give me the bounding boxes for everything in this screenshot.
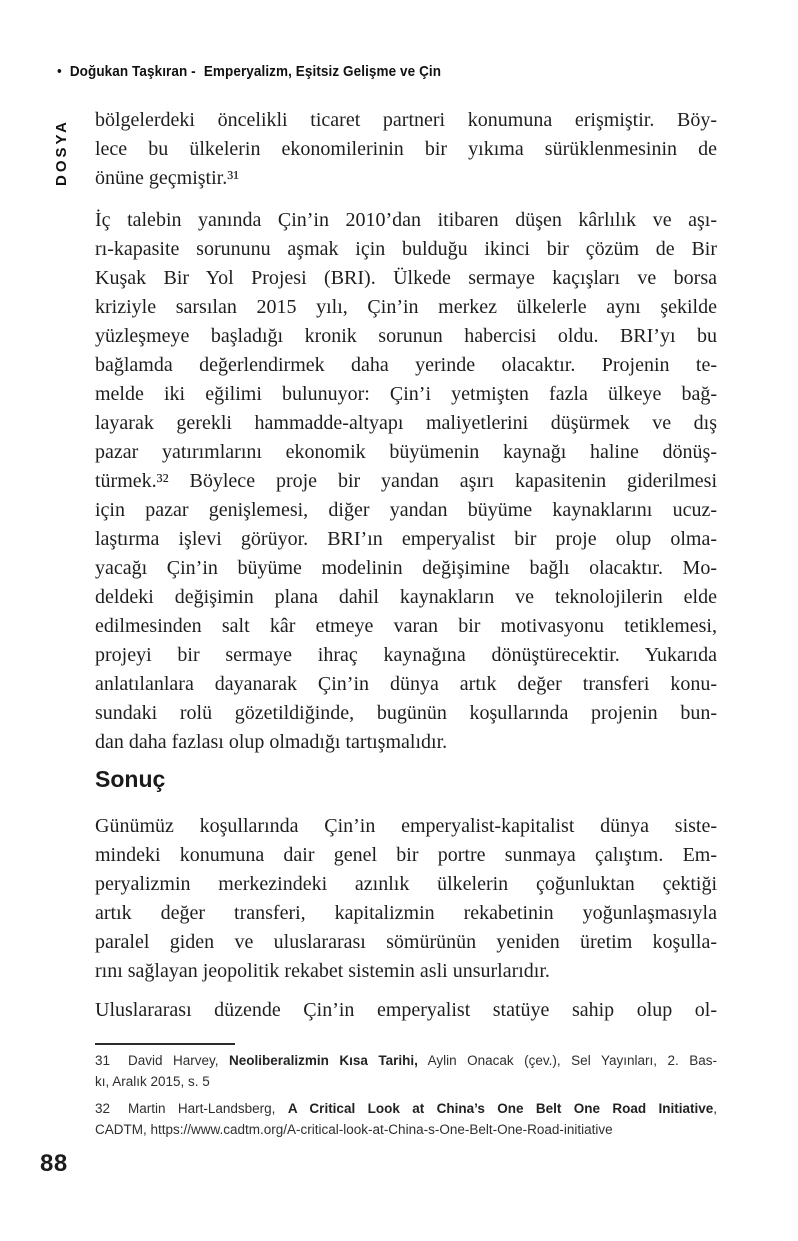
header-author: Doğukan Taşkıran - (69, 63, 196, 80)
text-line: bölgelerdeki öncelikli ticaret partneri konumuna erişmiştir. Böy- (95, 109, 717, 131)
text-line: mindeki konumuna dair genel bir portre sunmaya çalıştım. Em- (95, 844, 717, 866)
text-line: kriziyle sarsılan 2015 yılı, Çin’in merkez ülkelerle aynı şekilde (95, 296, 717, 318)
page-number: 88 (40, 1150, 68, 1177)
text-line: için pazar genişlemesi, diğer yandan büyüme kaynaklarını ucuz- (95, 499, 717, 521)
text-line: pazar yatırımlarını ekonomik büyümenin kaynağı haline dönüş- (95, 441, 717, 463)
text-line: dan daha fazlası olup olmadığı tartışmalıdır. (95, 731, 448, 753)
footnote-text: CADTM, https://www.cadtm.org/A-critical-look-at-China-s-One-Belt-One-Road-initiative (95, 1122, 613, 1137)
text-line: paralel giden ve uluslararası sömürünün yeniden üretim koşulla- (95, 931, 717, 953)
text-line: projeyi bir sermaye ihraç kaynağına dönüştürecektir. Yukarıda (95, 644, 717, 666)
footnote-line (95, 1119, 717, 1140)
text-line: yüzleşmeye başladığı kronik sorunun habercisi oldu. BRI’yı bu (95, 325, 717, 347)
paragraph (95, 106, 717, 193)
sidebar-section-label: DOSYA (53, 119, 70, 186)
footnote-title-text: Neoliberalizmin Kısa Tarihi, (229, 1053, 418, 1068)
paragraph (95, 206, 717, 757)
text-line: anlatılanlara dayanarak Çin’in dünya artık değer transferi konu- (95, 673, 717, 695)
footnote-text: Martin Hart-Landsberg, (128, 1101, 288, 1116)
text-line: edilmesinden salt kâr etmeye varan bir motivasyonu tetiklemesi, (95, 615, 717, 637)
text-line: artık değer transferi, kapitalizmin rekabetinin yoğunlaşmasıyla (95, 902, 717, 924)
text-line: rını sağlayan jeopolitik rekabet sistemin asli unsurlarıdır. (95, 960, 550, 982)
text-line: türmek.³² Böylece proje bir yandan aşırı kapasitenin giderilmesi (95, 470, 717, 492)
footnote-text: kı, Aralık 2015, s. 5 (95, 1074, 210, 1089)
text-line: önüne geçmiştir.³¹ (95, 167, 240, 189)
text-line: deldeki değişimin plana dahil kaynakların ve teknolojilerin elde (95, 586, 717, 608)
text-line: Günümüz koşullarında Çin’in emperyalist-kapitalist dünya siste- (95, 815, 717, 837)
text-line: melde iki eğilimi bulunuyor: Çin’i yetmişten fazla ülkeye bağ- (95, 383, 717, 405)
text-line: Uluslararası düzende Çin’in emperyalist statüye sahip olup ol- (95, 999, 717, 1021)
footnote-text: Aylin Onacak (çev.), Sel Yayınları, 2. Bas- (417, 1053, 718, 1068)
running-header (57, 63, 441, 80)
footnote-separator-rule (95, 1043, 235, 1045)
paragraph (95, 812, 717, 986)
text-line: bağlamda değerlendirmek daha yerinde olacaktır. Projenin te- (95, 354, 717, 376)
text-line: rı-kapasite sorununu aşmak için bulduğu ikinci bir çözüm de Bir (95, 238, 717, 260)
text-line: İç talebin yanında Çin’in 2010’dan itibaren düşen kârlılık ve aşı- (95, 209, 717, 231)
header-book-title: Emperyalizm, Eşitsiz Gelişme ve Çin (203, 63, 442, 80)
bullet-icon: • (57, 63, 62, 80)
footnotes-block (95, 1050, 717, 1146)
footnote-number: 32 (95, 1101, 111, 1116)
footnote (95, 1098, 717, 1140)
footnote-line (95, 1050, 717, 1071)
footnote-line (95, 1071, 717, 1092)
text-line: layarak gerekli hammadde-altyapı maliyetlerini düşürmek ve dış (95, 412, 717, 434)
footnote-number: 31 (95, 1053, 111, 1068)
text-line: sundaki rolü gözetildiğinde, bugünün koşullarında projenin bun- (95, 702, 717, 724)
footnote-line (95, 1098, 717, 1119)
footnote-text: , (713, 1101, 717, 1116)
text-line: lece bu ülkelerin ekonomilerinin bir yıkıma sürüklenmesinin de (95, 138, 717, 160)
text-line: peryalizmin merkezindeki azınlık ülkelerin çoğunluktan çektiği (95, 873, 717, 895)
footnote (95, 1050, 717, 1092)
section-heading: Sonuç (95, 766, 166, 792)
text-line: yacağı Çin’in büyüme modelinin değişimine bağlı olacaktır. Mo- (95, 557, 717, 579)
footnote-title-text: A Critical Look at China’s One Belt One Road Initiative (287, 1101, 714, 1116)
text-line: laştırma işlevi görüyor. BRI’ın emperyalist bir proje olup olma- (95, 528, 717, 550)
text-line: Kuşak Bir Yol Projesi (BRI). Ülkede sermaye kaçışları ve borsa (95, 267, 717, 289)
paragraph (95, 996, 717, 1025)
footnote-text: David Harvey, (128, 1053, 230, 1068)
